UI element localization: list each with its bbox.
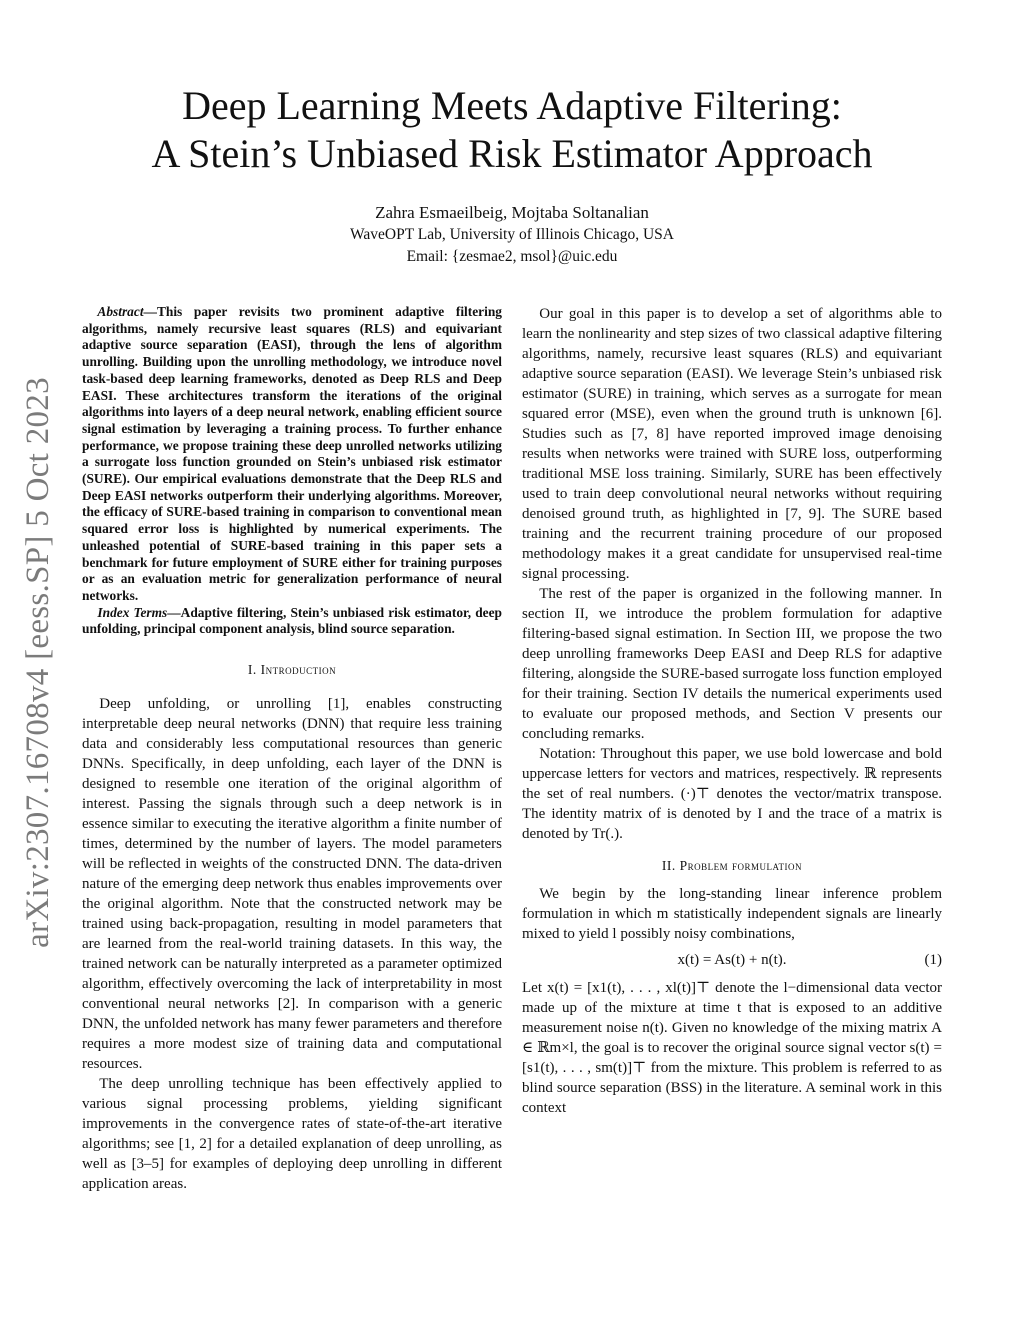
- intro-paragraph-2: The deep unrolling technique has been effectively applied to various signal processing problems, yielding significant improvements in the convergence rates of state-of-the-art iterative algorithms; see [1, 2] for a detailed explanation of deep unrolling, as well as [3–5] for examples of deploying deep unrolling in different application areas.: [82, 1076, 502, 1193]
- left-column: [82, 304, 502, 1194]
- intro-paragraph-3: Our goal in this paper is to develop a set of algorithms able to learn the nonlinearity and step sizes of two classical adaptive filtering algorithms, namely, recursive least squares (RLS) and equivariant adaptive source separation (EASI). We leverage Stein’s unbiased risk estimator (SURE) in training, which serves as a surrogate for mean squared error (MSE), even when the ground truth is unknown [6]. Studies such as [7, 8] have reported improved image denoising results when networks were trained with SURE loss, outperforming traditional MSE loss training. Similarly, SURE has been effectively used to train deep convolutional neural networks without requiring denoised ground truth, as highlighted in [7, 9]. The SURE based training and the recurrent training procedure of our proposed methodology makes it a great candidate for unsupervised real-time signal processing.: [522, 306, 942, 582]
- index-terms-label: Index Terms: [97, 604, 168, 620]
- abstract-text: —This paper revisits two prominent adaptive filtering algorithms, namely recursive least squares (RLS) and equivariant adaptive source separation (EASI), through the lens of algorithm unrolling. Building upon the unrolling methodology, we introduce novel task-based deep learning frameworks, denoted as Deep RLS and Deep EASI. These architectures transform the iterations of the original algorithms into layers of a deep neural network, enabling efficient source signal estimation by leveraging a training process. To further enhance performance, we propose training these deep unrolled networks utilizing a surrogate loss function grounded on Stein’s unbiased risk estimator (SURE). Our empirical evaluations demonstrate that the Deep RLS and Deep EASI networks outperform their underlying algorithms. Moreover, the efficacy of SURE-based training in comparison to conventional mean squared error loss is highlighted by numerical experiments. The unleashed potential of SURE-based training in this paper sets a benchmark for future employment of SURE either for training purposes or as an evaluation metric for generalization performance of neural networks.: [82, 304, 502, 603]
- notation-paragraph: Notation: Throughout this paper, we use bold lowercase and bold uppercase letters for vectors and matrices, respectively. ℝ represents the set of real numbers. (·)⊤ denotes the vector/matrix transpose. The identity matrix of is denoted by I and the trace of a matrix is denoted by Tr(.).: [522, 746, 942, 842]
- email: Email: {zesmae2, msol}@uic.edu: [406, 248, 618, 265]
- right-column: [522, 304, 942, 1118]
- section-heading-introduction: I. Introduction: [247, 662, 337, 678]
- intro-paragraph-1: Deep unfolding, or unrolling [1], enables constructing interpretable deep neural networks (DNN) that require less training data and considerably less computational resources than generic DNNs. Specifically, in deep unfolding, each layer of the DNN is designed to resemble one iteration of the original algorithm of interest. Passing the signals through such a deep network is in essence similar to executing the iterative algorithm a finite number of times, determined by the number of layers. The model parameters will be reflected in weights of the constructed DNN. The data-driven nature of the emerging deep network thus enables improvements over the original algorithm. Note that the constructed network may be trained using back-propagation, resulting in model parameters that are learned from the real-world training datasets. In this way, the trained network can be naturally interpreted as a parameter optimized algorithm, effectively overcoming the lack of interpretability in most conventional neural networks [2]. In comparison with a generic DNN, the unfolded network has many fewer parameters and therefore requires a more modest size of training data and computational resources.: [82, 696, 502, 1073]
- equation-1: [522, 950, 942, 970]
- affiliation: WaveOPT Lab, University of Illinois Chicago, USA: [350, 226, 674, 243]
- title-line-2: A Stein’s Unbiased Risk Estimator Approach: [151, 131, 873, 176]
- author-names: Zahra Esmaeilbeig, Mojtaba Soltanalian: [375, 203, 649, 222]
- problem-paragraph-2: Let x(t) = [x1(t), . . . , xl(t)]⊤ denote the l−dimensional data vector made up of the mixture at time t that is exposed to an additive measurement noise n(t). Given no knowledge of the mixing matrix A ∈ ℝm×l, the goal is to recover the original source signal vector s(t) = [s1(t), . . . , sm(t)]⊤ from the mixture. This problem is referred to as blind source separation (BSS) in the literature. A seminal work in this context: [522, 980, 942, 1116]
- equation-number: (1): [924, 952, 942, 968]
- abstract-label: Abstract: [97, 304, 144, 319]
- section-heading-problem-formulation: II. Problem formulation: [661, 858, 803, 873]
- arxiv-identifier: arXiv:2307.16708v4 [eess.SP] 5 Oct 2023: [19, 377, 56, 948]
- index-terms: [82, 605, 502, 638]
- index-terms-text: —Adaptive filtering, Stein’s unbiased risk estimator, deep unfolding, principal component analysis, blind source separation.: [82, 604, 502, 637]
- problem-paragraph-1: We begin by the long-standing linear inference problem formulation in which m statistically independent signals are linearly mixed to yield l possibly noisy combinations,: [522, 886, 942, 942]
- abstract: [82, 304, 502, 605]
- arxiv-sidebar: [0, 0, 76, 1325]
- equation-body: x(t) = As(t) + n(t).: [677, 952, 787, 968]
- author-block: [100, 202, 924, 268]
- title-line-1: Deep Learning Meets Adaptive Filtering:: [182, 83, 842, 128]
- intro-paragraph-4: The rest of the paper is organized in the following manner. In section II, we introduce the problem formulation for adaptive filtering-based signal estimation. In Section III, we propose the two deep unrolling frameworks Deep EASI and Deep RLS for adaptive filtering, alongside the SURE-based surrogate loss function employed for their training. Section IV details the numerical experiments used to evaluate our proposed methods, and Section V presents our concluding remarks.: [522, 586, 942, 742]
- paper-title: [100, 82, 924, 178]
